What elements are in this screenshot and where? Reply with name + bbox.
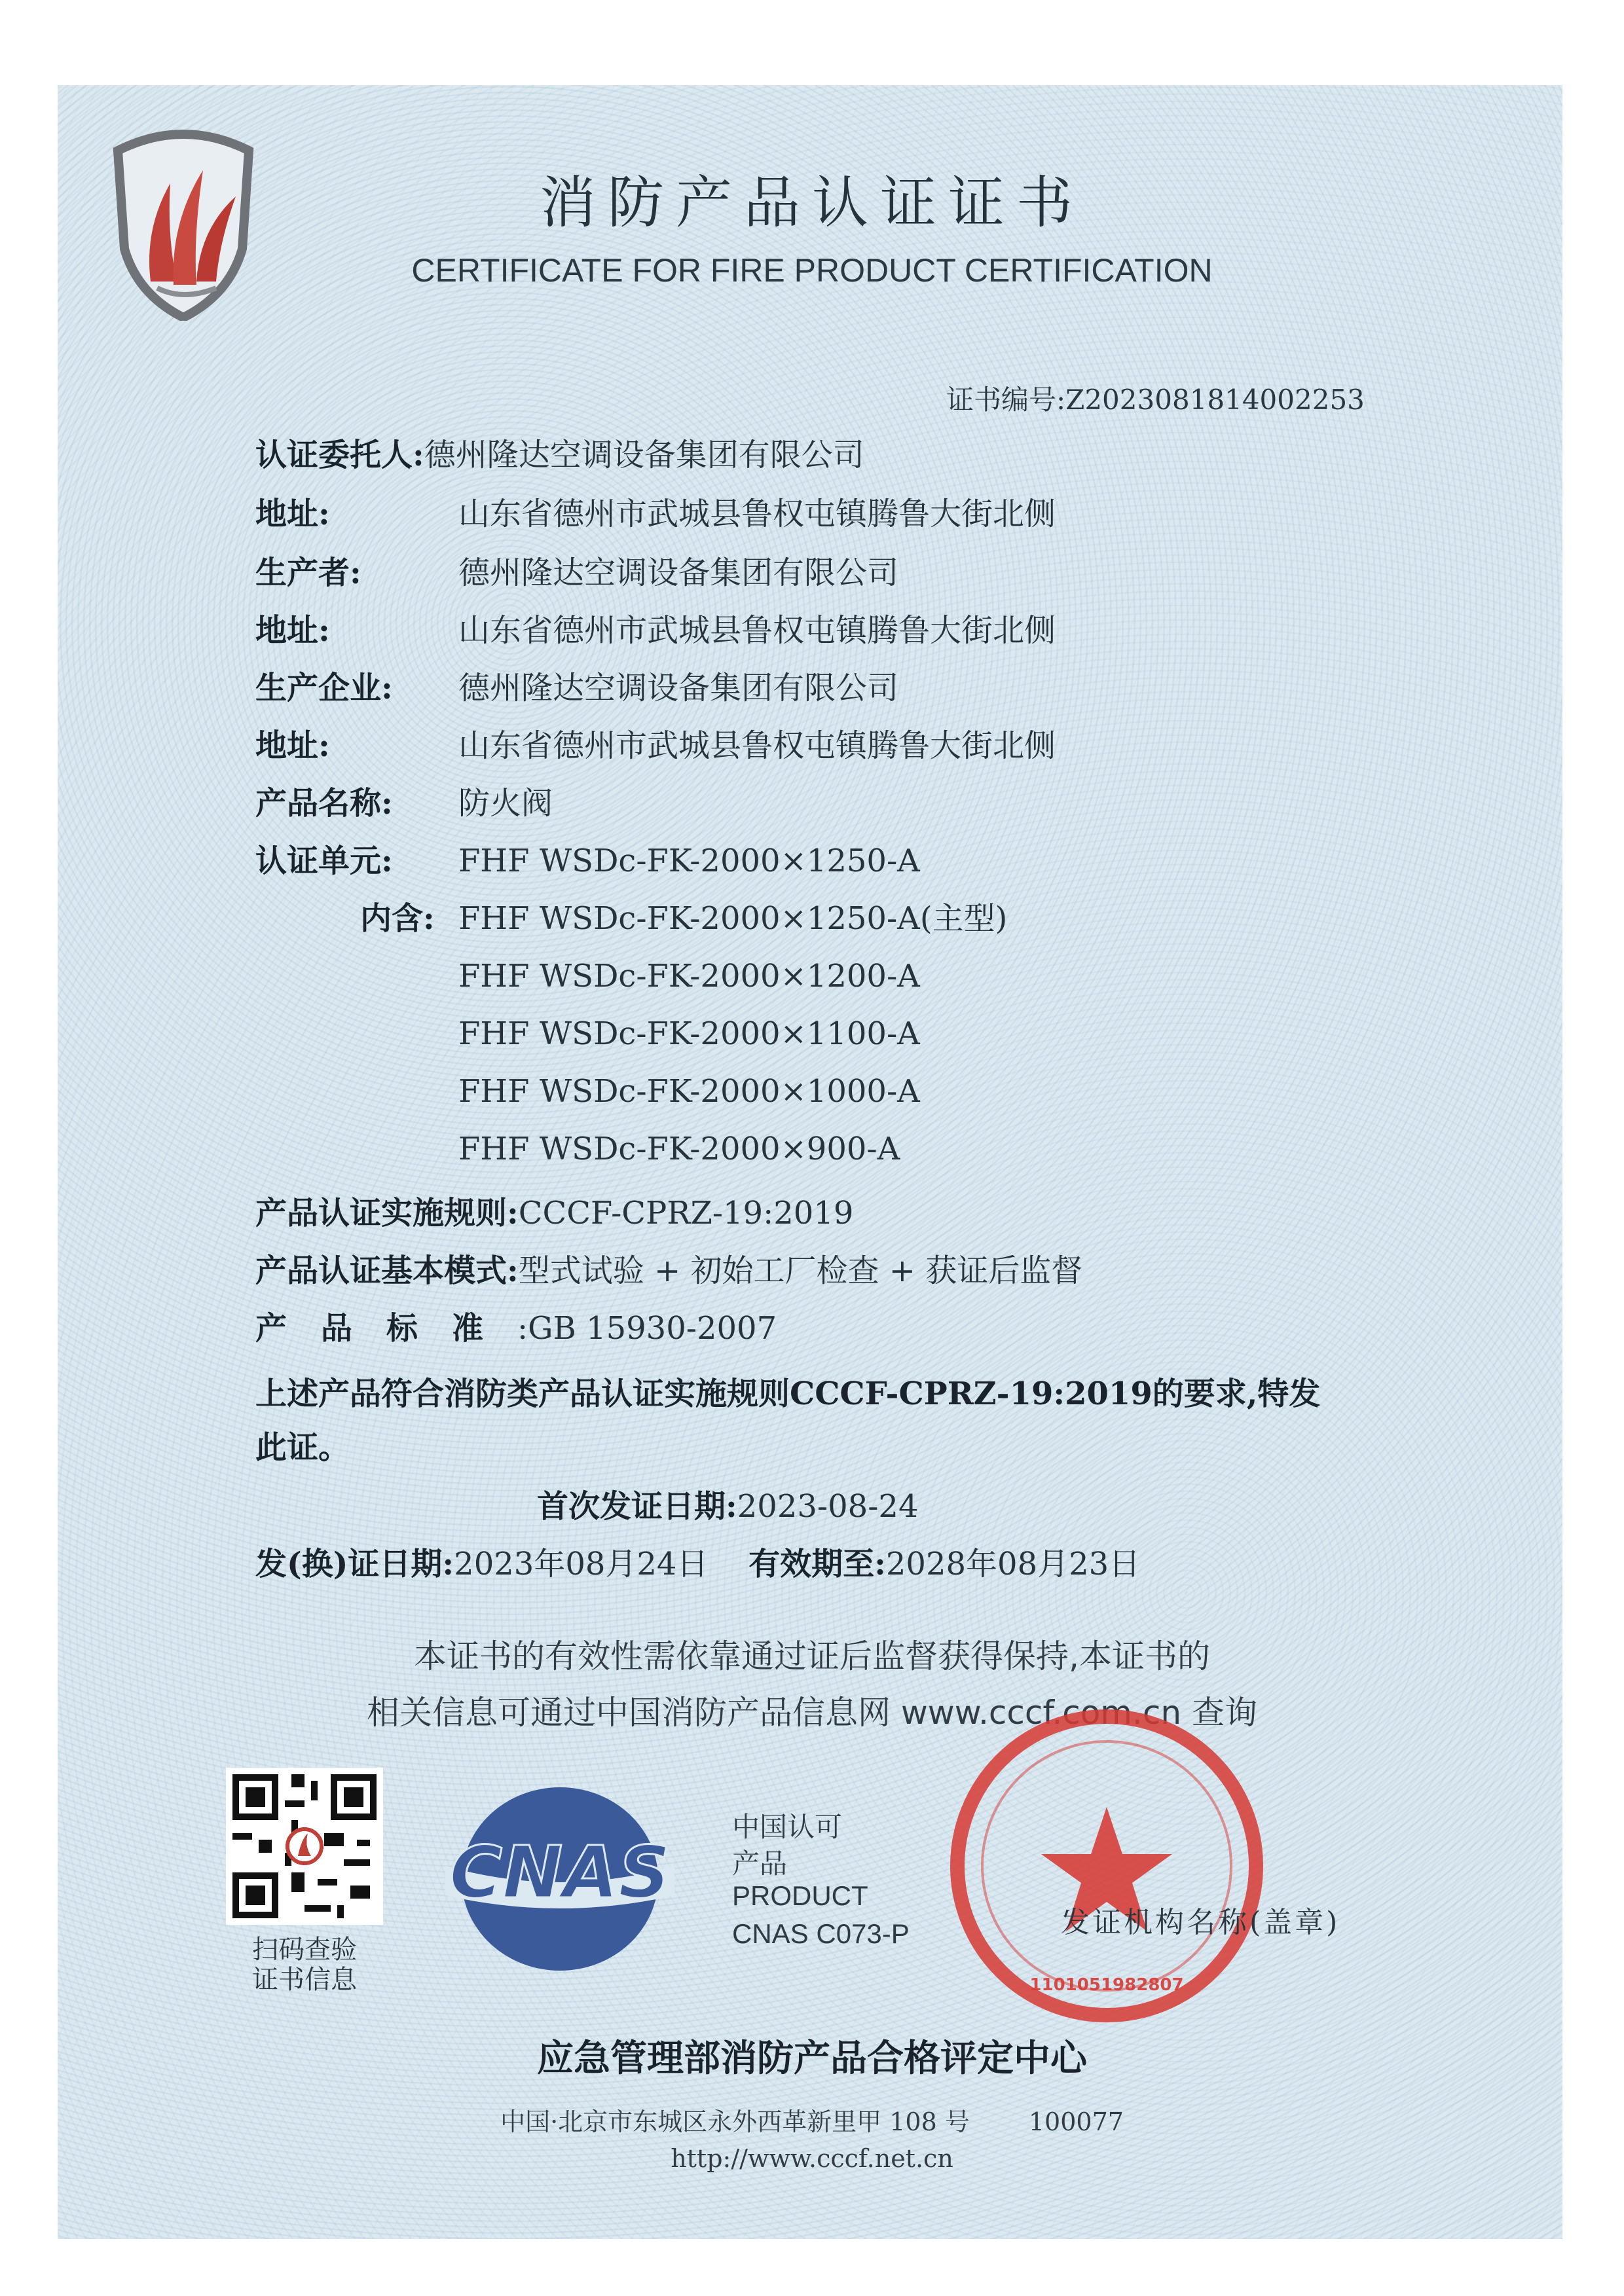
producer-address-label: 地址: (255, 612, 330, 649)
first-issue-label: 首次发证日期: (537, 1488, 737, 1525)
standard-value: :GB 15930-2007 (517, 1310, 777, 1347)
factory-address-row (255, 723, 1056, 769)
valid-until-value: 2028年08月23日 (885, 1546, 1141, 1582)
rule-row (255, 1190, 853, 1236)
model-row (458, 1011, 920, 1057)
issue-date-label: 发(换)证日期: (255, 1546, 454, 1582)
rule-value: CCCF-CPRZ-19:2019 (518, 1195, 854, 1231)
product-name-value: 防火阀 (458, 785, 553, 822)
client-address-label: 地址: (255, 496, 330, 532)
first-issue-row (537, 1484, 918, 1529)
qr-caption-line-2: 证书信息 (252, 1965, 357, 1995)
model-row (458, 953, 920, 999)
cnas-line-1: 中国认可 (732, 1812, 843, 1842)
issuing-organization: 应急管理部消防产品合格评定中心 (537, 2037, 1087, 2080)
seal-label: 发证机构名称(盖章) (1061, 1906, 1340, 1939)
certificate-title-en: CERTIFICATE FOR FIRE PRODUCT CERTIFICATION (411, 252, 1213, 289)
standard-row (255, 1305, 777, 1351)
client-label: 认证委托人: (255, 437, 424, 473)
client-row (255, 432, 864, 478)
product-name-label: 产品名称: (255, 785, 393, 822)
cert-unit-label: 认证单元: (255, 843, 393, 879)
model-item: FHF WSDc-FK-2000×900-A (458, 1131, 900, 1167)
certificate-number-label: 证书编号: (946, 384, 1066, 416)
cnas-line-3: PRODUCT (732, 1880, 868, 1911)
client-address-row (255, 491, 1056, 537)
cnas-line-2: 产品 (732, 1848, 788, 1879)
producer-value: 德州隆达空调设备集团有限公司 (458, 555, 899, 591)
mode-value: 型式试验 + 初始工厂检查 + 获证后监督 (518, 1252, 1083, 1289)
producer-row (255, 550, 898, 596)
producer-label: 生产者: (255, 555, 361, 591)
address-text: 中国·北京市东城区永外西革新里甲 108 号 (500, 2107, 970, 2136)
rule-label: 产品认证实施规则: (255, 1195, 519, 1231)
factory-address-value: 山东省德州市武城县鲁权屯镇腾鲁大街北侧 (458, 727, 1056, 764)
certificate-number-value: Z2023081814002253 (1065, 384, 1365, 416)
organization-url[interactable]: http://www.cccf.net.cn (671, 2144, 953, 2173)
notice-line-1: 本证书的有效性需依靠通过证后监督获得保持,本证书的 (414, 1637, 1210, 1675)
model-row (458, 1126, 900, 1172)
statement-line-2: 此证。 (255, 1429, 350, 1466)
cnas-logo (439, 1781, 681, 1977)
mode-row (255, 1248, 1082, 1294)
factory-row (255, 665, 898, 711)
model-row (458, 1068, 920, 1114)
factory-address-label: 地址: (255, 727, 330, 764)
certificate-title-cn: 消防产品认证证书 (540, 170, 1084, 236)
client-address-value: 山东省德州市武城县鲁权屯镇腾鲁大街北侧 (458, 496, 1056, 532)
cert-unit-value: FHF WSDc-FK-2000×1250-A (458, 843, 920, 879)
certificate-number (946, 378, 1365, 418)
model-item: FHF WSDc-FK-2000×1100-A (458, 1015, 920, 1052)
organization-address (0, 2102, 1624, 2138)
statement-line-1: 上述产品符合消防类产品认证实施规则CCCF-CPRZ-19:2019的要求,特发 (255, 1376, 1321, 1412)
model-main: FHF WSDc-FK-2000×1250-A(主型) (458, 900, 1008, 937)
model-item: FHF WSDc-FK-2000×1000-A (458, 1073, 920, 1110)
model-item: FHF WSDc-FK-2000×1200-A (458, 958, 920, 994)
qr-code[interactable] (226, 1768, 383, 1925)
factory-value: 德州隆达空调设备集团有限公司 (458, 670, 899, 706)
contains-label: 内含: (360, 900, 435, 937)
first-issue-value: 2023-08-24 (737, 1488, 919, 1525)
factory-label: 生产企业: (255, 670, 393, 706)
client-value: 德州隆达空调设备集团有限公司 (424, 437, 864, 473)
standard-label: 产品标准 (255, 1310, 518, 1347)
issue-date-row (255, 1541, 1140, 1587)
cnas-line-4: CNAS C073-P (732, 1918, 910, 1949)
mode-label: 产品认证基本模式: (255, 1252, 519, 1289)
postcode: 100077 (1028, 2107, 1124, 2136)
cert-unit-row (255, 838, 920, 884)
cnas-logo-text: CNAS (449, 1831, 671, 1914)
valid-until-label: 有效期至: (748, 1546, 886, 1582)
contains-row (360, 896, 1007, 941)
product-name-row (255, 780, 553, 826)
producer-address-value: 山东省德州市武城县鲁权屯镇腾鲁大街北侧 (458, 612, 1056, 649)
producer-address-row (255, 608, 1056, 653)
notice-line-2: 相关信息可通过中国消防产品信息网 www.cccf.com.cn 查询 (367, 1694, 1257, 1732)
official-seal (943, 1702, 1270, 2030)
qr-caption (226, 1935, 383, 1995)
qr-caption-line-1: 扫码查验 (252, 1935, 357, 1965)
seal-number: 1101051982807 (1029, 1975, 1184, 1995)
issue-date-value: 2023年08月24日 (454, 1546, 709, 1582)
